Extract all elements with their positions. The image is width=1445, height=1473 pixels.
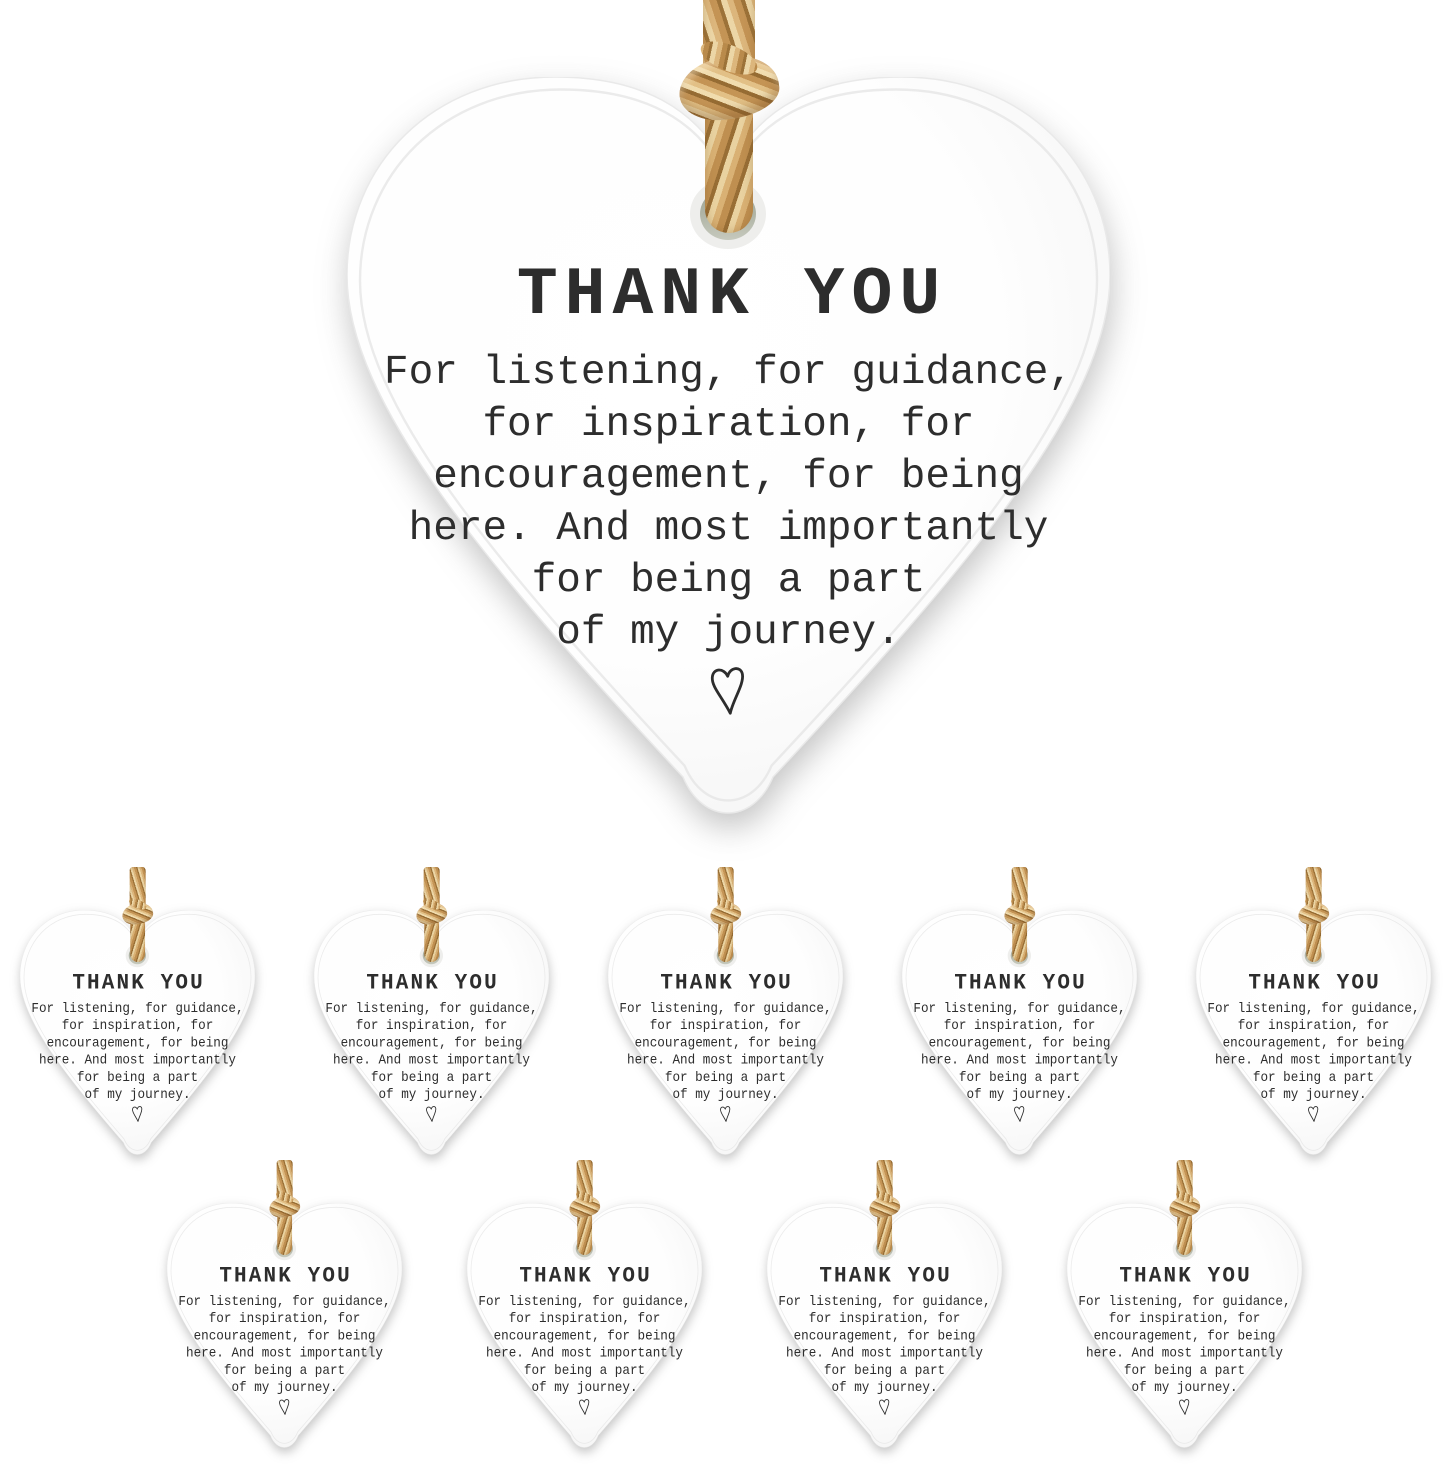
ornament-message-line: for being a part	[958, 1069, 1081, 1086]
ornament-message-line: here. And most importantly	[1214, 1052, 1413, 1068]
ornament-message-line: of my journey.	[1131, 1380, 1238, 1396]
ornament-title: THANK YOU	[954, 969, 1087, 996]
ornament-message-line: for being a part	[523, 1362, 646, 1379]
ornament-small	[902, 867, 1137, 1166]
ornament-message-line: of my journey.	[831, 1380, 938, 1396]
heart-doodle-icon	[425, 1104, 439, 1124]
ornament-message-line: encouragement, for being	[928, 1035, 1111, 1051]
ornament-title: THANK YOU	[819, 1262, 952, 1289]
ornament-message-line: for inspiration, for	[208, 1311, 361, 1327]
ornament-message-line: for inspiration, for	[1108, 1311, 1261, 1327]
ornament-message-line: of my journey.	[1260, 1087, 1367, 1103]
ornament-message-line: encouragement, for being	[793, 1328, 976, 1344]
ornament-message-line: encouragement, for being	[433, 454, 1024, 500]
ornament-title: THANK YOU	[1248, 969, 1381, 996]
ornament-message-line: For listening, for guidance,	[1078, 1293, 1291, 1310]
ornament-text	[1196, 971, 1431, 1125]
ornament-small	[167, 1160, 402, 1459]
heart-doodle-icon	[878, 1397, 892, 1417]
ornament-message-line: for inspiration, for	[1237, 1018, 1390, 1034]
ornament-small	[314, 867, 549, 1166]
ornament-message-line: For listening, for guidance,	[619, 1000, 832, 1017]
ornament-message-line: For listening, for guidance,	[325, 1000, 538, 1017]
ornament-message-line: of my journey.	[966, 1087, 1073, 1103]
ornament-small	[1067, 1160, 1302, 1459]
ornament-title: THANK YOU	[660, 969, 793, 996]
ornament-text	[20, 971, 255, 1125]
ornament-message-line: here. And most importantly	[785, 1345, 984, 1361]
ornament-title: THANK YOU	[366, 969, 499, 996]
ornament-message-line: here. And most importantly	[38, 1052, 237, 1068]
ornament-small	[20, 867, 255, 1166]
ornament-message-line: encouragement, for being	[193, 1328, 376, 1344]
ornament-small	[1196, 867, 1431, 1166]
ornament-text	[167, 1264, 402, 1418]
ornament-message-line: for being a part	[370, 1069, 493, 1086]
ornament-message-line: encouragement, for being	[493, 1328, 676, 1344]
ornament-message-line: For listening, for guidance,	[1207, 1000, 1420, 1017]
ornament-message-line: for being a part	[76, 1069, 199, 1086]
ornament-text	[314, 971, 549, 1125]
ornament-text	[902, 971, 1137, 1125]
ornament-text	[347, 259, 1110, 724]
ornament-message-line: here. And most importantly	[1085, 1345, 1284, 1361]
ornament-text	[1067, 1264, 1302, 1418]
ornament-message-line: for being a part	[1252, 1069, 1375, 1086]
ornament-text	[767, 1264, 1002, 1418]
ornament-message-line: for being a part	[823, 1362, 946, 1379]
ornament-message-line: For listening, for guidance,	[913, 1000, 1126, 1017]
ornament-message-line: encouragement, for being	[340, 1035, 523, 1051]
ornament-message-line: For listening, for guidance,	[478, 1293, 691, 1310]
ornament-message-line: For listening, for guidance,	[384, 350, 1073, 396]
heart-doodle-icon	[719, 1104, 733, 1124]
ornament-large	[347, 0, 1110, 847]
ornament-message-line: for being a part	[223, 1362, 346, 1379]
ornament-small	[608, 867, 843, 1166]
ornament-message-line: of my journey.	[231, 1380, 338, 1396]
ornament-message-line: for inspiration, for	[508, 1311, 661, 1327]
heart-doodle-icon	[1013, 1104, 1027, 1124]
ornament-message-line: for inspiration, for	[61, 1018, 214, 1034]
ornament-small	[467, 1160, 702, 1459]
ornament-message-line: for inspiration, for	[943, 1018, 1096, 1034]
ornament-message-line: For listening, for guidance,	[178, 1293, 391, 1310]
ornament-message-line: here. And most importantly	[408, 506, 1049, 552]
ornament-message-line: encouragement, for being	[46, 1035, 229, 1051]
heart-doodle-icon	[578, 1397, 592, 1417]
ornament-message-line: for inspiration, for	[649, 1018, 802, 1034]
ornament-text	[608, 971, 843, 1125]
heart-doodle-icon	[131, 1104, 145, 1124]
ornament-title: THANK YOU	[219, 1262, 352, 1289]
ornament-message-line: for inspiration, for	[355, 1018, 508, 1034]
ornament-message-line: encouragement, for being	[1093, 1328, 1276, 1344]
ornament-message-line: for being a part	[1123, 1362, 1246, 1379]
heart-doodle-icon	[706, 661, 751, 720]
ornament-message-line: of my journey.	[378, 1087, 485, 1103]
ornament-message-line: for being a part	[664, 1069, 787, 1086]
ornament-message-line: here. And most importantly	[332, 1052, 531, 1068]
ornament-message-line: for inspiration, for	[808, 1311, 961, 1327]
ornament-message-line: of my journey.	[84, 1087, 191, 1103]
heart-doodle-icon	[1307, 1104, 1321, 1124]
ornament-message-line: for being a part	[531, 558, 926, 604]
ornament-message-line: encouragement, for being	[634, 1035, 817, 1051]
ornament-title: THANK YOU	[72, 969, 205, 996]
ornament-message-line: of my journey.	[672, 1087, 779, 1103]
ornament-title: THANK YOU	[1119, 1262, 1252, 1289]
ornament-text	[467, 1264, 702, 1418]
ornament-message-line: here. And most importantly	[626, 1052, 825, 1068]
ornament-small	[767, 1160, 1002, 1459]
ornament-message-line: For listening, for guidance,	[778, 1293, 991, 1310]
ornament-message-line: here. And most importantly	[920, 1052, 1119, 1068]
ornament-title: THANK YOU	[516, 257, 948, 334]
ornament-message-line: of my journey.	[531, 1380, 638, 1396]
heart-doodle-icon	[278, 1397, 292, 1417]
ornament-title: THANK YOU	[519, 1262, 652, 1289]
ornament-message-line: here. And most importantly	[485, 1345, 684, 1361]
ornament-message-line: for inspiration, for	[482, 402, 975, 448]
ornament-message-line: here. And most importantly	[185, 1345, 384, 1361]
ornament-message-line: of my journey.	[556, 610, 901, 656]
ornament-message-line: For listening, for guidance,	[31, 1000, 244, 1017]
ornament-message-line: encouragement, for being	[1222, 1035, 1405, 1051]
heart-doodle-icon	[1178, 1397, 1192, 1417]
